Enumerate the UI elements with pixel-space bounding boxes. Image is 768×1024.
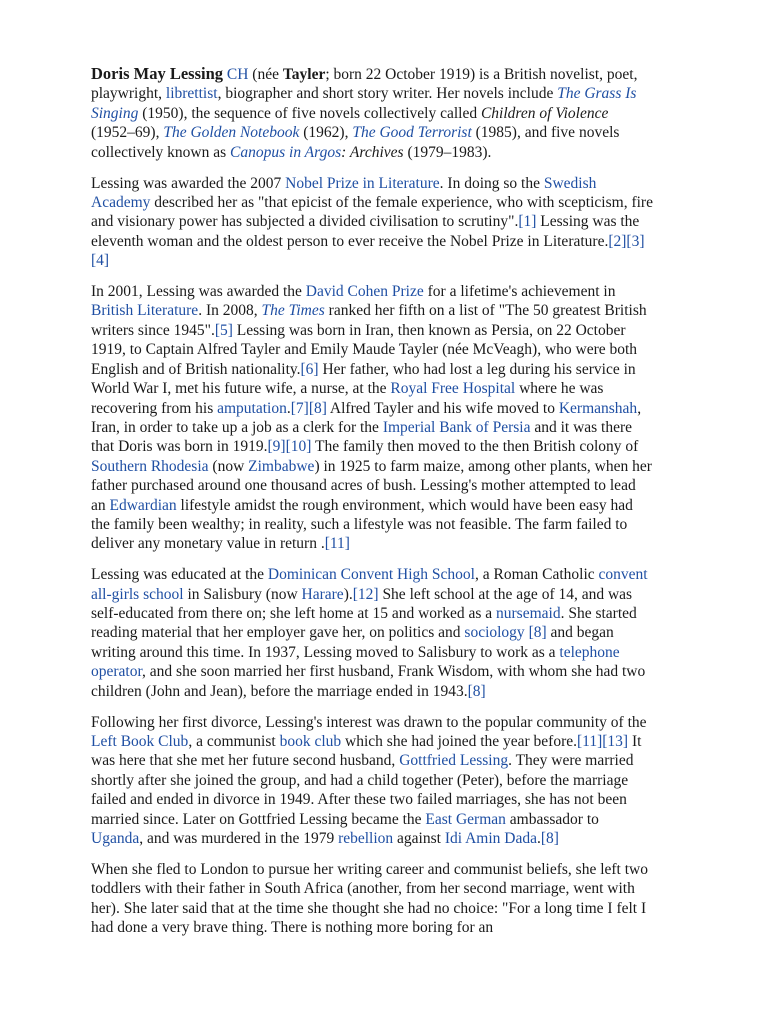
link-uganda[interactable]: Uganda	[91, 830, 140, 848]
paragraph-london: When she fled to London to pursue her writing career and communist beliefs, she left two toddlers with their father in South Africa (another, from her second marriage, went with her). She later said that at the time she thought she had no choice: "For a long time I felt I had done a very brave thing. There is nothing more boring for an	[91, 860, 648, 937]
link-the-good-terrorist[interactable]: The Good Terrorist	[352, 124, 472, 142]
citation-link[interactable]: [8]	[540, 830, 559, 848]
title-archives: Archives	[349, 143, 404, 161]
citation-link[interactable]: [10]	[285, 438, 312, 456]
link-nursemaid[interactable]: nursemaid	[496, 605, 561, 623]
link-harare[interactable]: Harare	[301, 585, 344, 603]
link-zimbabwe[interactable]: Zimbabwe	[248, 457, 315, 475]
citation-link[interactable]: [5]	[214, 321, 233, 339]
link-ch[interactable]: CH	[226, 66, 249, 83]
citation-link[interactable]: [8]	[308, 399, 327, 417]
link-sociology[interactable]: sociology	[464, 624, 525, 642]
link-dominican-convent-high-school[interactable]: Dominican Convent High School	[267, 566, 475, 584]
link-southern-rhodesia[interactable]: Southern Rhodesia	[91, 457, 209, 475]
link-rebellion[interactable]: rebellion	[338, 830, 394, 848]
paragraph-intro: Doris May Lessing CH (née Tayler; born 22 October 1919) is a British novelist, poet, playwright, librettist, biographer and short story writer. Her novels include The Grass Is Singing (1950), the sequence of five novels collectively called Children of Violence (1952–69), The Golden Notebook (1962), The Good Terrorist (1985), and five novels collectively known as Canopus in Argos: Archives (1979–1983).	[91, 64, 638, 161]
link-imperial-bank-of-persia[interactable]: Imperial Bank of Persia	[382, 418, 531, 436]
paragraph-early-life: In 2001, Lessing was awarded the David Cohen Prize for a lifetime's achievement in British Literature. In 2008, The Times ranked her fifth on a list of "The 50 greatest British writers since 1945".[5] Lessing was born in Iran, then known as Persia, on 22 October 1919, to Captain Alfred Tayler and Emily Maude Tayler (née McVeagh), who were both English and of British nationality.[6] Her father, who had lost a leg during his service in World War I, met his future wife, a nurse, at the Royal Free Hospital where he was recovering from his amputation.[7][8] Alfred Tayler and his wife moved to Kermanshah, Iran, in order to take up a job as a clerk for the Imperial Bank of Persia and it was there that Doris was born in 1919.[9][10] The family then moved to the then British colony of Southern Rhodesia (now Zimbabwe) in 1925 to farm maize, among other plants, when her father purchased around one thousand acres of bush. Lessing's mother attempted to lead an Edwardian lifestyle amidst the rough environment, which would have been easy had the family been wealthy; in reality, such a lifestyle was not feasible. The farm failed to deliver any monetary value in return .[11]	[91, 283, 652, 553]
link-british-literature[interactable]: British Literature	[91, 302, 199, 320]
link-the-grass-is-singing[interactable]: The Grass Is Singing	[91, 85, 637, 122]
link-canopus-in-argos[interactable]: Canopus in Argos	[230, 143, 342, 161]
citation-link[interactable]: [6]	[300, 360, 319, 378]
birth-name: Tayler	[282, 66, 326, 83]
link-the-times[interactable]: The Times	[261, 302, 325, 320]
paragraph-education: Lessing was educated at the Dominican Convent High School, a Roman Catholic convent all-girls school in Salisbury (now Harare).[12] She left school at the age of 14, and was self-educated from there on; she left home at 15 and worked as a nursemaid. She started reading material that her employer gave her, on politics and sociology [8] and began writing around this time. In 1937, Lessing moved to Salisbury to work as a telephone operator, and she soon married her first husband, Frank Wisdom, with whom she had two children (John and Jean), before the marriage ended in 1943.[8]	[91, 566, 648, 700]
citation-link[interactable]: [8]	[467, 682, 486, 700]
link-librettist[interactable]: librettist	[165, 85, 218, 103]
paragraph-second-marriage: Following her first divorce, Lessing's interest was drawn to the popular community of the Left Book Club, a communist book club which she had joined the year before.[11][13] It was here that she met her future second husband, Gottfried Lessing. They were married shortly after she joined the group, and had a child together (Peter), before the marriage failed and ended in divorce in 1949. After these two failed marriages, she has not been married since. Later on Gottfried Lessing became the East German ambassador to Uganda, and was murdered in the 1979 rebellion against Idi Amin Dada.[8]	[91, 713, 647, 848]
link-edwardian[interactable]: Edwardian	[109, 496, 177, 514]
link-east-german[interactable]: East German	[425, 810, 506, 828]
citation-link[interactable]: [3]	[626, 232, 645, 250]
link-kermanshah[interactable]: Kermanshah	[558, 399, 638, 417]
title-children-of-violence: Children of Violence	[480, 104, 609, 122]
paragraph-nobel: Lessing was awarded the 2007 Nobel Prize in Literature. In doing so the Swedish Academy described her as "that epicist of the female experience, who with scepticism, fire and visionary power has subjected a divided civilisation to scrutiny".[1] Lessing was the eleventh woman and the oldest person to ever receive the Nobel Prize in Literature.[2][3][4]	[91, 174, 653, 270]
link-the-golden-notebook[interactable]: The Golden Notebook	[163, 124, 300, 142]
link-amputation[interactable]: amputation	[217, 399, 287, 417]
citation-link[interactable]: [4]	[91, 252, 110, 270]
link-book-club[interactable]: book club	[279, 733, 342, 750]
link-telephone-operator[interactable]: telephone operator	[91, 643, 620, 681]
citation-link[interactable]: [11]	[324, 535, 350, 553]
link-left-book-club[interactable]: Left Book Club	[91, 733, 189, 750]
citation-link[interactable]: [2]	[608, 232, 627, 250]
citation-link[interactable]: [12]	[352, 585, 379, 603]
link-david-cohen-prize[interactable]: David Cohen Prize	[305, 283, 424, 301]
citation-link[interactable]: [11]	[577, 733, 603, 750]
link-swedish-academy[interactable]: Swedish Academy	[91, 174, 597, 211]
citation-link[interactable]: [7]	[290, 399, 309, 417]
citation-link[interactable]: [8]	[528, 624, 547, 642]
citation-link[interactable]: [13]	[602, 733, 629, 750]
citation-link[interactable]: [1]	[518, 213, 537, 231]
link-convent-all-girls-school[interactable]: convent all-girls school	[91, 566, 648, 603]
link-royal-free-hospital[interactable]: Royal Free Hospital	[390, 380, 516, 398]
citation-link[interactable]: [9]	[267, 438, 286, 456]
subject-name: Doris May Lessing	[91, 64, 223, 83]
link-idi-amin-dada[interactable]: Idi Amin Dada	[444, 830, 537, 848]
link-nobel-prize-in-literature[interactable]: Nobel Prize in Literature	[285, 174, 440, 192]
link-gottfried-lessing[interactable]: Gottfried Lessing	[399, 752, 509, 770]
article-body	[91, 64, 653, 949]
